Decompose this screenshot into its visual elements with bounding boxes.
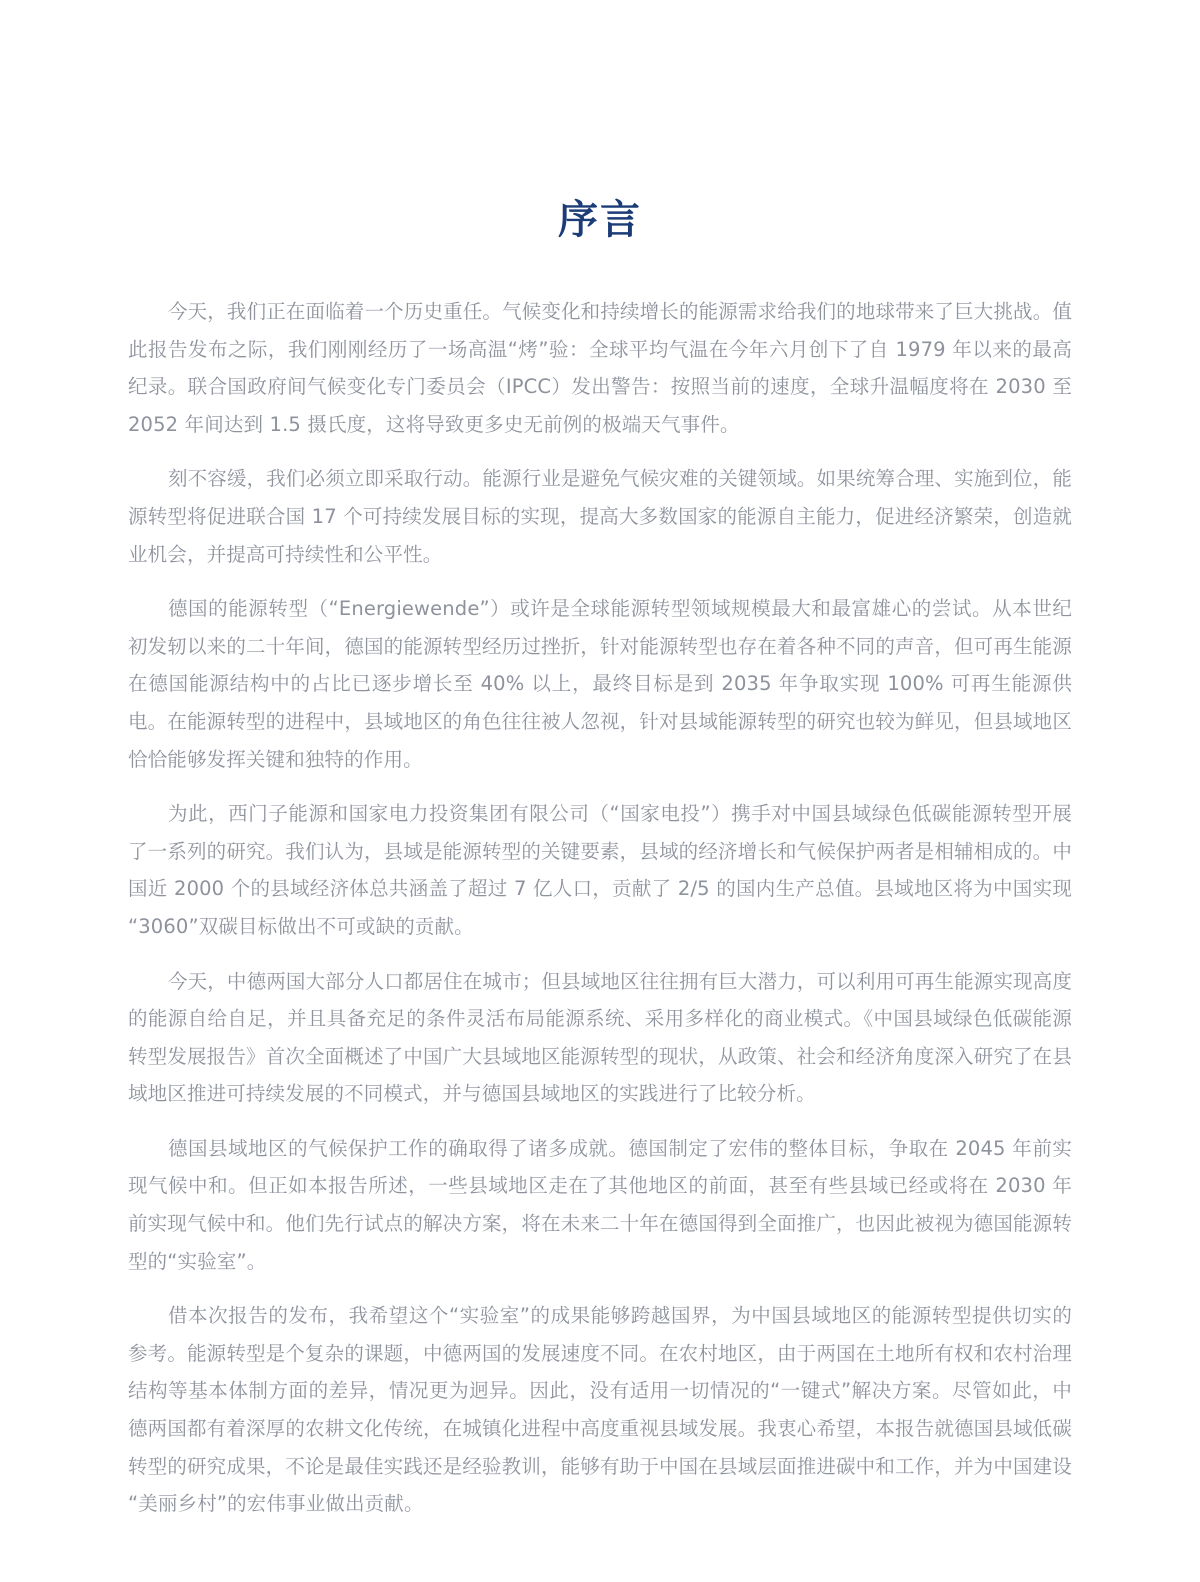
paragraph-6: 德国县域地区的气候保护工作的确取得了诸多成就。德国制定了宏伟的整体目标，争取在 2045 年前实现气候中和。但正如本报告所述，一些县域地区走在了其他地区的前面，甚至有些县域已经或将在 2030 年前实现气候中和。他们先行试点的解决方案，将在未来二十年在德国得到全面推广，也因此被视为德国能源转型的“实验室”。 (128, 1136, 1072, 1273)
paragraph-3: 德国的能源转型（“Energiewende”）或许是全球能源转型领域规模最大和最富雄心的尝试。从本世纪初发轫以来的二十年间，德国的能源转型经历过挫折，针对能源转型也存在着各种不同的声音，但可再生能源在德国能源结构中的占比已逐步增长至 40% 以上，最终目标是到 2035 年争取实现 100% 可再生能源供电。在能源转型的进程中，县域地区的角色往往被人忽视，针对县域能源转型的研究也较为鲜见，但县域地区恰恰能够发挥关键和独特的作用。 (128, 597, 1072, 771)
page-title: 序言 (558, 197, 642, 243)
paragraph-5: 今天，中德两国大部分人口都居住在城市；但县域地区往往拥有巨大潜力，可以利用可再生能源实现高度的能源自给自足，并且具备充足的条件灵活布局能源系统、采用多样化的商业模式。《中国县域绿色低碳能源转型发展报告》首次全面概述了中国广大县域地区能源转型的现状，从政策、社会和经济角度深入研究了在县域地区推进可持续发展的不同模式，并与德国县域地区的实践进行了比较分析。 (128, 969, 1072, 1106)
paragraph-7: 借本次报告的发布，我希望这个“实验室”的成果能够跨越国界，为中国县域地区的能源转型提供切实的参考。能源转型是个复杂的课题，中德两国的发展速度不同。在农村地区，由于两国在土地所有权和农村治理结构等基本体制方面的差异，情况更为迥异。因此，没有适用一切情况的“一键式”解决方案。尽管如此，中德两国都有着深厚的农耕文化传统，在城镇化进程中高度重视县域发展。我衷心希望，本报告就德国县域低碳转型的研究成果，不论是最佳实践还是经验教训，能够有助于中国在县域层面推进碳中和工作，并为中国建设“美丽乡村”的宏伟事业做出贡献。 (128, 1304, 1072, 1516)
body-copy (128, 244, 1072, 1523)
paragraph-4: 为此，西门子能源和国家电力投资集团有限公司（“国家电投”）携手对中国县域绿色低碳能源转型开展了一系列的研究。我们认为，县域是能源转型的关键要素，县域的经济增长和气候保护两者是相辅相成的。中国近 2000 个的县域经济体总共涵盖了超过 7 亿人口，贡献了 2/5 的国内生产总值。县域地区将为中国实现“3060”双碳目标做出不可或缺的贡献。 (128, 802, 1072, 938)
paragraph-1: 今天，我们正在面临着一个历史重任。气候变化和持续增长的能源需求给我们的地球带来了巨大挑战。值此报告发布之际，我们刚刚经历了一场高温“烤”验：全球平均气温在今年六月创下了自 1979 年以来的最高纪录。联合国政府间气候变化专门委员会（IPCC）发出警告：按照当前的速度，全球升温幅度将在 2030 至 2052 年间达到 1.5 摄氏度，这将导致更多史无前例的极端天气事件。 (128, 300, 1072, 436)
paragraph-2: 刻不容缓，我们必须立即采取行动。能源行业是避免气候灾难的关键领域。如果统筹合理、实施到位，能源转型将促进联合国 17 个可持续发展目标的实现，提高大多数国家的能源自主能力，促进经济繁荣，创造就业机会，并提高可持续性和公平性。 (128, 467, 1072, 566)
